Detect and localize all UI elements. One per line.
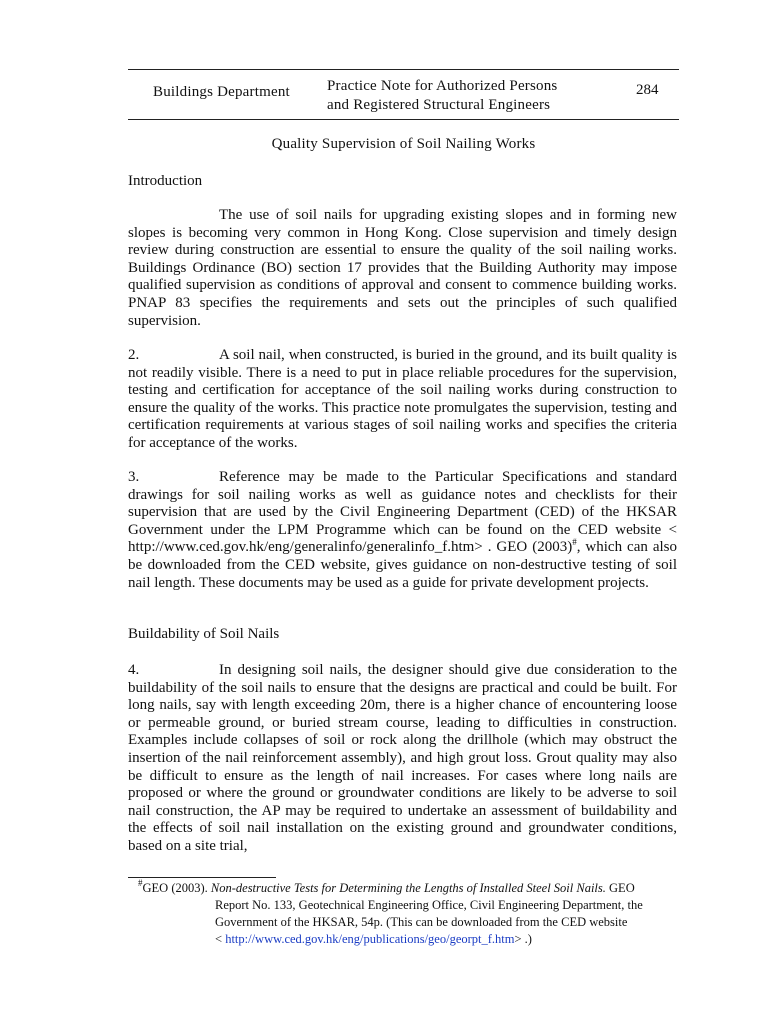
footnote-url-close: > .) (514, 932, 532, 946)
paragraph-1-text: The use of soil nails for upgrading existing slopes and in forming new slopes is becoming very common in Hong Kong. Close supervision and timely design review during construction are essential to ensure the quality of the soil nailing works. Buildings Ordinance (BO) section 17 provides that the Building Authority may impose qualified supervision as conditions of approval and consent to commence building works. PNAP 83 specifies the requirements and sets out the principles of such qualified supervision. (128, 207, 677, 329)
paragraph-2 (128, 347, 677, 453)
footnote-after-title: GEO (605, 881, 635, 895)
footnote-marker: # (572, 537, 577, 548)
paragraph-4 (128, 662, 677, 856)
paragraph-2-text: A soil nail, when constructed, is buried in the ground, and its built quality is not readily visible. There is a need to put in place reliable procedures for the supervision, testing and certification for acceptance of the soil nailing works during construction to ensure the quality of the works. This practice note promulgates the supervision, testing and certification requirements at various stages of soil nailing works and specifies the criteria for acceptance of the works. (128, 347, 677, 451)
header-note-number: 284 (636, 82, 659, 98)
section-heading-introduction: Introduction (128, 173, 203, 189)
footnote-rule (128, 877, 276, 878)
footnote-url-open: < (215, 932, 226, 946)
header-practice-line2: and Registered Structural Engineers (327, 97, 551, 113)
paragraph-2-number: 2. (128, 347, 140, 363)
paragraph-1 (128, 207, 677, 330)
header-department: Buildings Department (153, 84, 290, 100)
header-practice-note (327, 77, 557, 115)
footnote-line4 (138, 931, 677, 948)
paragraph-4-text: In designing soil nails, the designer should give due consideration to the buildability of the soil nails to ensure that the designs are practical and could be built. For long nails, say with length exceeding 20m, there is a higher chance of encountering loose or permeable ground, or buried stream course, leading to difficulties in construction. Examples include collapses of soil or rock along the drillhole (which may obstruct the insertion of the nail reinforcement assembly), and high grout loss. Grout quality may also be difficult to ensure as the length of nail increases. For cases where long nails are proposed or where the ground or groundwater conditions are likely to be adverse to soil nail construction, the AP may be required to undertake an assessment of buildability and the effects of soil nail installation on the existing ground and groundwater conditions, based on a site trial, (128, 662, 677, 854)
paragraph-3-text-a: Reference may be made to the Particular Specifications and standard drawings for soil nailing works as well as guidance notes and checklists for their supervision that are used by the Civil Engineering Department (CED) of the HKSAR Government under the LPM Programme which can be found on the CED website < http://www.ced.gov.hk/eng/generalinfo/generalinfo_f.htm> . GEO (2003) (128, 469, 677, 556)
footnote-line3: Government of the HKSAR, 54p. (This can be downloaded from the CED website (215, 915, 628, 929)
paragraph-3 (128, 469, 677, 592)
footnote-mark: # (138, 878, 143, 888)
paragraph-4-number: 4. (128, 662, 140, 678)
header-bottom-rule (128, 119, 679, 120)
footnote-line2: Report No. 133, Geotechnical Engineering Office, Civil Engineering Department, the (215, 898, 643, 912)
paragraph-3-text-b: , which can also be downloaded from the CED website, gives guidance on non-destructive testing of soil nail length. These documents may be used as a guide for private development projects. (128, 539, 677, 591)
footnote-ref: GEO (2003). (142, 881, 208, 895)
footnote-title: Non-destructive Tests for Determining the Lengths of Installed Steel Soil Nails. (210, 881, 606, 895)
header-top-rule (128, 69, 679, 70)
header-practice-line1: Practice Note for Authorized Persons (327, 78, 558, 94)
footnote-url-link[interactable]: http://www.ced.gov.hk/eng/publications/geo/georpt_f.htm (225, 932, 515, 946)
footnote-line1 (138, 880, 677, 897)
section-heading-buildability: Buildability of Soil Nails (128, 626, 280, 642)
document-title: Quality Supervision of Soil Nailing Works (271, 136, 536, 152)
paragraph-3-number: 3. (128, 469, 140, 485)
footnote (138, 880, 677, 948)
